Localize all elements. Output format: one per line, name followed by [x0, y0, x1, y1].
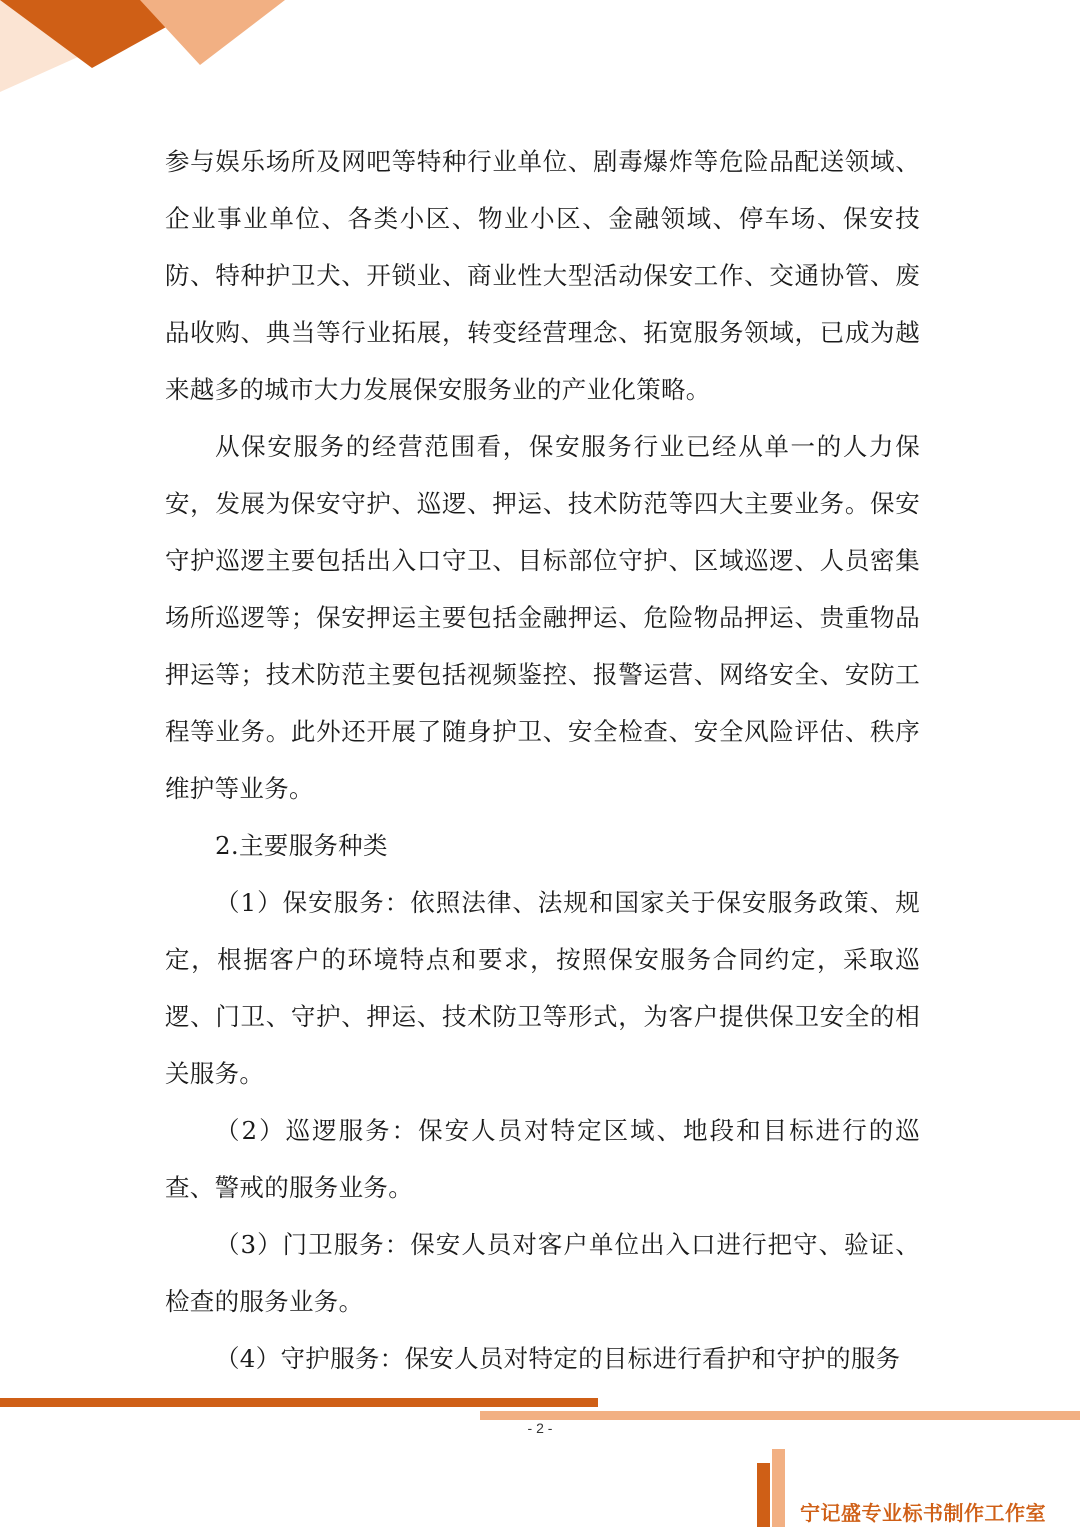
paragraph-industry-expansion: 参与娱乐场所及网吧等特种行业单位、剧毒爆炸等危险品配送领域、企业事业单位、各类小区、物业小区、金融领域、停车场、保安技防、特种护卫犬、开锁业、商业性大型活动保安工作、交通协管、废品收购、典当等行业拓展，转变经营理念、拓宽服务领域，已成为越来越多的城市大力发展保安服务业的产业化策略。 — [165, 147, 920, 404]
section-heading-service-types: 2.主要服务种类 — [215, 831, 388, 860]
page-number: - 2 - — [527, 1420, 553, 1436]
paragraph-security-service: （1）保安服务：依照法律、法规和国家关于保安服务政策、规定，根据客户的环境特点和要求，按照保安服务合同约定，采取巡逻、门卫、守护、押运、技术防卫等形式，为客户提供保卫安全的相关服务。 — [165, 888, 920, 1088]
paragraph-guard-service: （4）守护服务：保安人员对特定的目标进行看护和守护的服务 — [215, 1344, 901, 1373]
brand-name: 宁记盛专业标书制作工作室 — [800, 1501, 1046, 1525]
header-decoration — [0, 0, 1080, 140]
brand-strip-dark — [757, 1463, 770, 1527]
header-triangle-light — [140, 0, 285, 65]
brand-strip-light — [772, 1449, 785, 1527]
paragraph-gate-service: （3）门卫服务：保安人员对客户单位出入口进行把守、验证、检查的服务业务。 — [165, 1230, 920, 1316]
paragraph-patrol-service: （2）巡逻服务：保安人员对特定区域、地段和目标进行的巡查、警戒的服务业务。 — [165, 1116, 920, 1202]
paragraph-business-scope: 从保安服务的经营范围看，保安服务行业已经从单一的人力保安，发展为保安守护、巡逻、押运、技术防范等四大主要业务。保安守护巡逻主要包括出入口守卫、目标部位守护、区域巡逻、人员密集场所巡逻等；保安押运主要包括金融押运、危险物品押运、贵重物品押运等；技术防范主要包括视频鉴控、报警运营、网络安全、安防工程等业务。此外还开展了随身护卫、安全检查、安全风险评估、秩序维护等业务。 — [165, 432, 920, 803]
footer-bar-light — [480, 1411, 1080, 1420]
document-body — [165, 133, 920, 1387]
footer-bar-dark — [0, 1398, 598, 1407]
